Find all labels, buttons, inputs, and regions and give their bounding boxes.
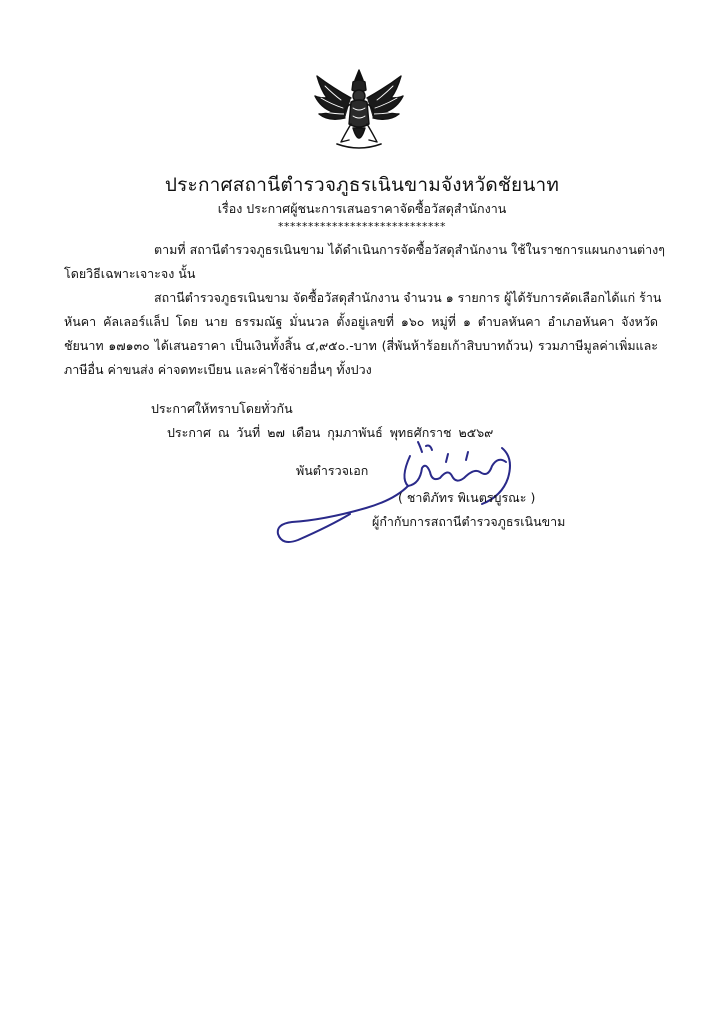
paragraph-line: ชัยนาท ๑๗๑๓๐ ได้เสนอราคา เป็นเงินทั้งสิ้น ๔,๙๕๐.-บาท (สี่พันห้าร้อยเก้าสิบบาทถ้วน) รวมภาษีมูลค่าเพิ่มและ [64, 338, 658, 353]
signer-position: ผู้กำกับการสถานีตำรวจภูธรเนินขาม [372, 514, 566, 529]
signer-rank: พันตำรวจเอก [296, 463, 369, 478]
paragraph-line: สถานีตำรวจภูธรเนินขาม จัดซื้อวัสดุสำนักงาน จำนวน ๑ รายการ ผู้ได้รับการคัดเลือกได้แก่ ร้าน [154, 290, 662, 305]
paragraph-winner [64, 286, 662, 382]
separator-line: **************************** [278, 220, 446, 233]
garuda-emblem-icon [311, 68, 407, 152]
document-title: ประกาศสถานีตำรวจภูธรเนินขามจังหวัดชัยนาท [164, 174, 560, 196]
closing-announcement: ประกาศให้ทราบโดยทั่วกัน [151, 401, 293, 416]
paragraph-line: หันคา คัลเลอร์แล็ป โดย นาย ธรรมณัฐ มั่นนวล ตั้งอยู่เลขที่ ๑๖๐ หมู่ที่ ๑ ตำบลหันคา อำเภอหันคา จังหวัด [64, 314, 658, 329]
paragraph-line: โดยวิธีเฉพาะเจาะจง นั้น [64, 266, 196, 281]
paragraph-line: ภาษีอื่น ค่าขนส่ง ค่าจดทะเบียน และค่าใช้จ่ายอื่นๆ ทั้งปวง [64, 362, 372, 377]
closing-date: ประกาศ ณ วันที่ ๒๗ เดือน กุมภาพันธ์ พุทธศักราช ๒๕๖๙ [167, 425, 494, 440]
paragraph-intro [64, 238, 665, 286]
signer-name: ( ชาติภัทร พิเนตรบูรณะ ) [398, 490, 536, 505]
document-subject: เรื่อง ประกาศผู้ชนะการเสนอราคาจัดซื้อวัสดุสำนักงาน [217, 201, 507, 216]
paragraph-line: ตามที่ สถานีตำรวจภูธรเนินขาม ได้ดำเนินการจัดซื้อวัสดุสำนักงาน ใช้ในราชการแผนกงานต่างๆ [154, 242, 665, 257]
